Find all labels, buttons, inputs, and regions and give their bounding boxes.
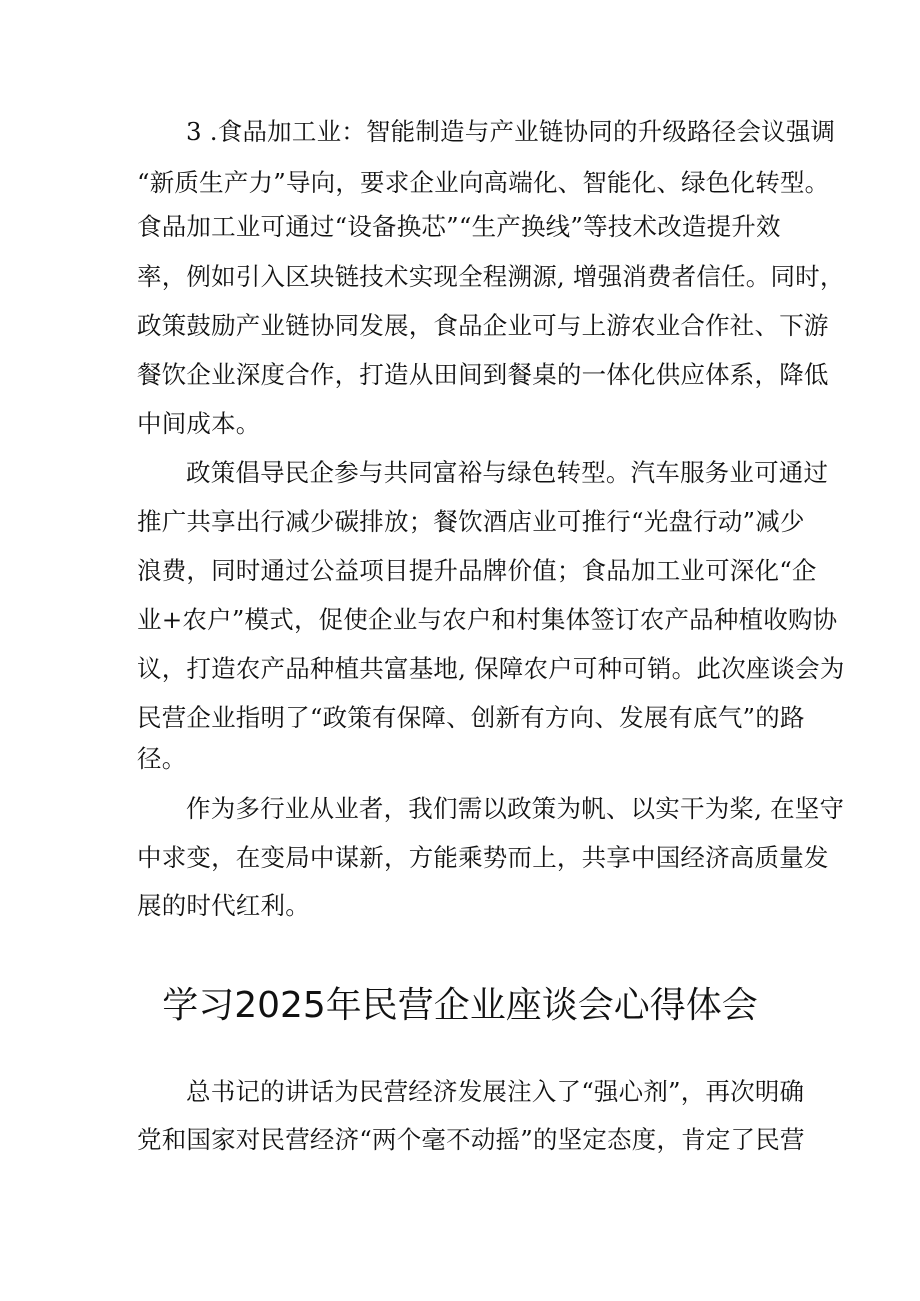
paragraph-line: 率，例如引入区块链技术实现全程溯源, 增强消费者信任。同时， (137, 262, 845, 291)
paragraph-line: 党和国家对民营经济“两个毫不动摇”的坚定态度，肯定了民营 (137, 1125, 805, 1154)
paragraph-line: 政策鼓励产业链协同发展，食品企业可与上游农业合作社、下游 (137, 311, 829, 340)
paragraph-line: 推广共享出行减少碳排放；餐饮酒店业可推行“光盘行动”减少 (137, 507, 805, 536)
paragraph-line: “新质生产力”导向，要求企业向高端化、智能化、绿色化转型。 (137, 168, 830, 197)
paragraph-line: 浪费，同时通过公益项目提升品牌价值；食品加工业可深化“企 (137, 556, 817, 585)
paragraph-line: 食品加工业可通过“设备换芯”“生产换线”等技术改造提升效 (137, 212, 781, 241)
paragraph-line: 作为多行业从业者，我们需以政策为帆、以实干为桨, 在坚守 (186, 794, 845, 823)
paragraph-line: 餐饮企业深度合作，打造从田间到餐桌的一体化供应体系，降低 (137, 360, 829, 389)
section-title: 学习2025年民营企业座谈会心得体会 (162, 985, 758, 1026)
paragraph-line: 政策倡导民企参与共同富裕与绿色转型。汽车服务业可通过 (186, 458, 829, 487)
paragraph-line: 中间成本。 (137, 409, 261, 438)
paragraph-line: 议，打造农产品种植共富基地, 保障农户可种可销。此次座谈会为 (137, 654, 845, 683)
paragraph-line: 径。 (137, 744, 187, 773)
paragraph-line: 展的时代红利。 (137, 891, 310, 920)
paragraph-line: 总书记的讲话为民营经济发展注入了“强心剂”，再次明确 (186, 1077, 805, 1106)
paragraph-line: 民营企业指明了“政策有保障、创新有方向、发展有底气”的路 (137, 703, 805, 732)
paragraph-line: 中求变，在变局中谋新，方能乘势而上，共享中国经济高质量发 (137, 843, 829, 872)
paragraph-line: 业+农户”模式，促使企业与农户和村集体签订农产品种植收购协 (137, 605, 838, 634)
paragraph-line: 3 .食品加工业：智能制造与产业链协同的升级路径会议强调 (186, 117, 836, 146)
